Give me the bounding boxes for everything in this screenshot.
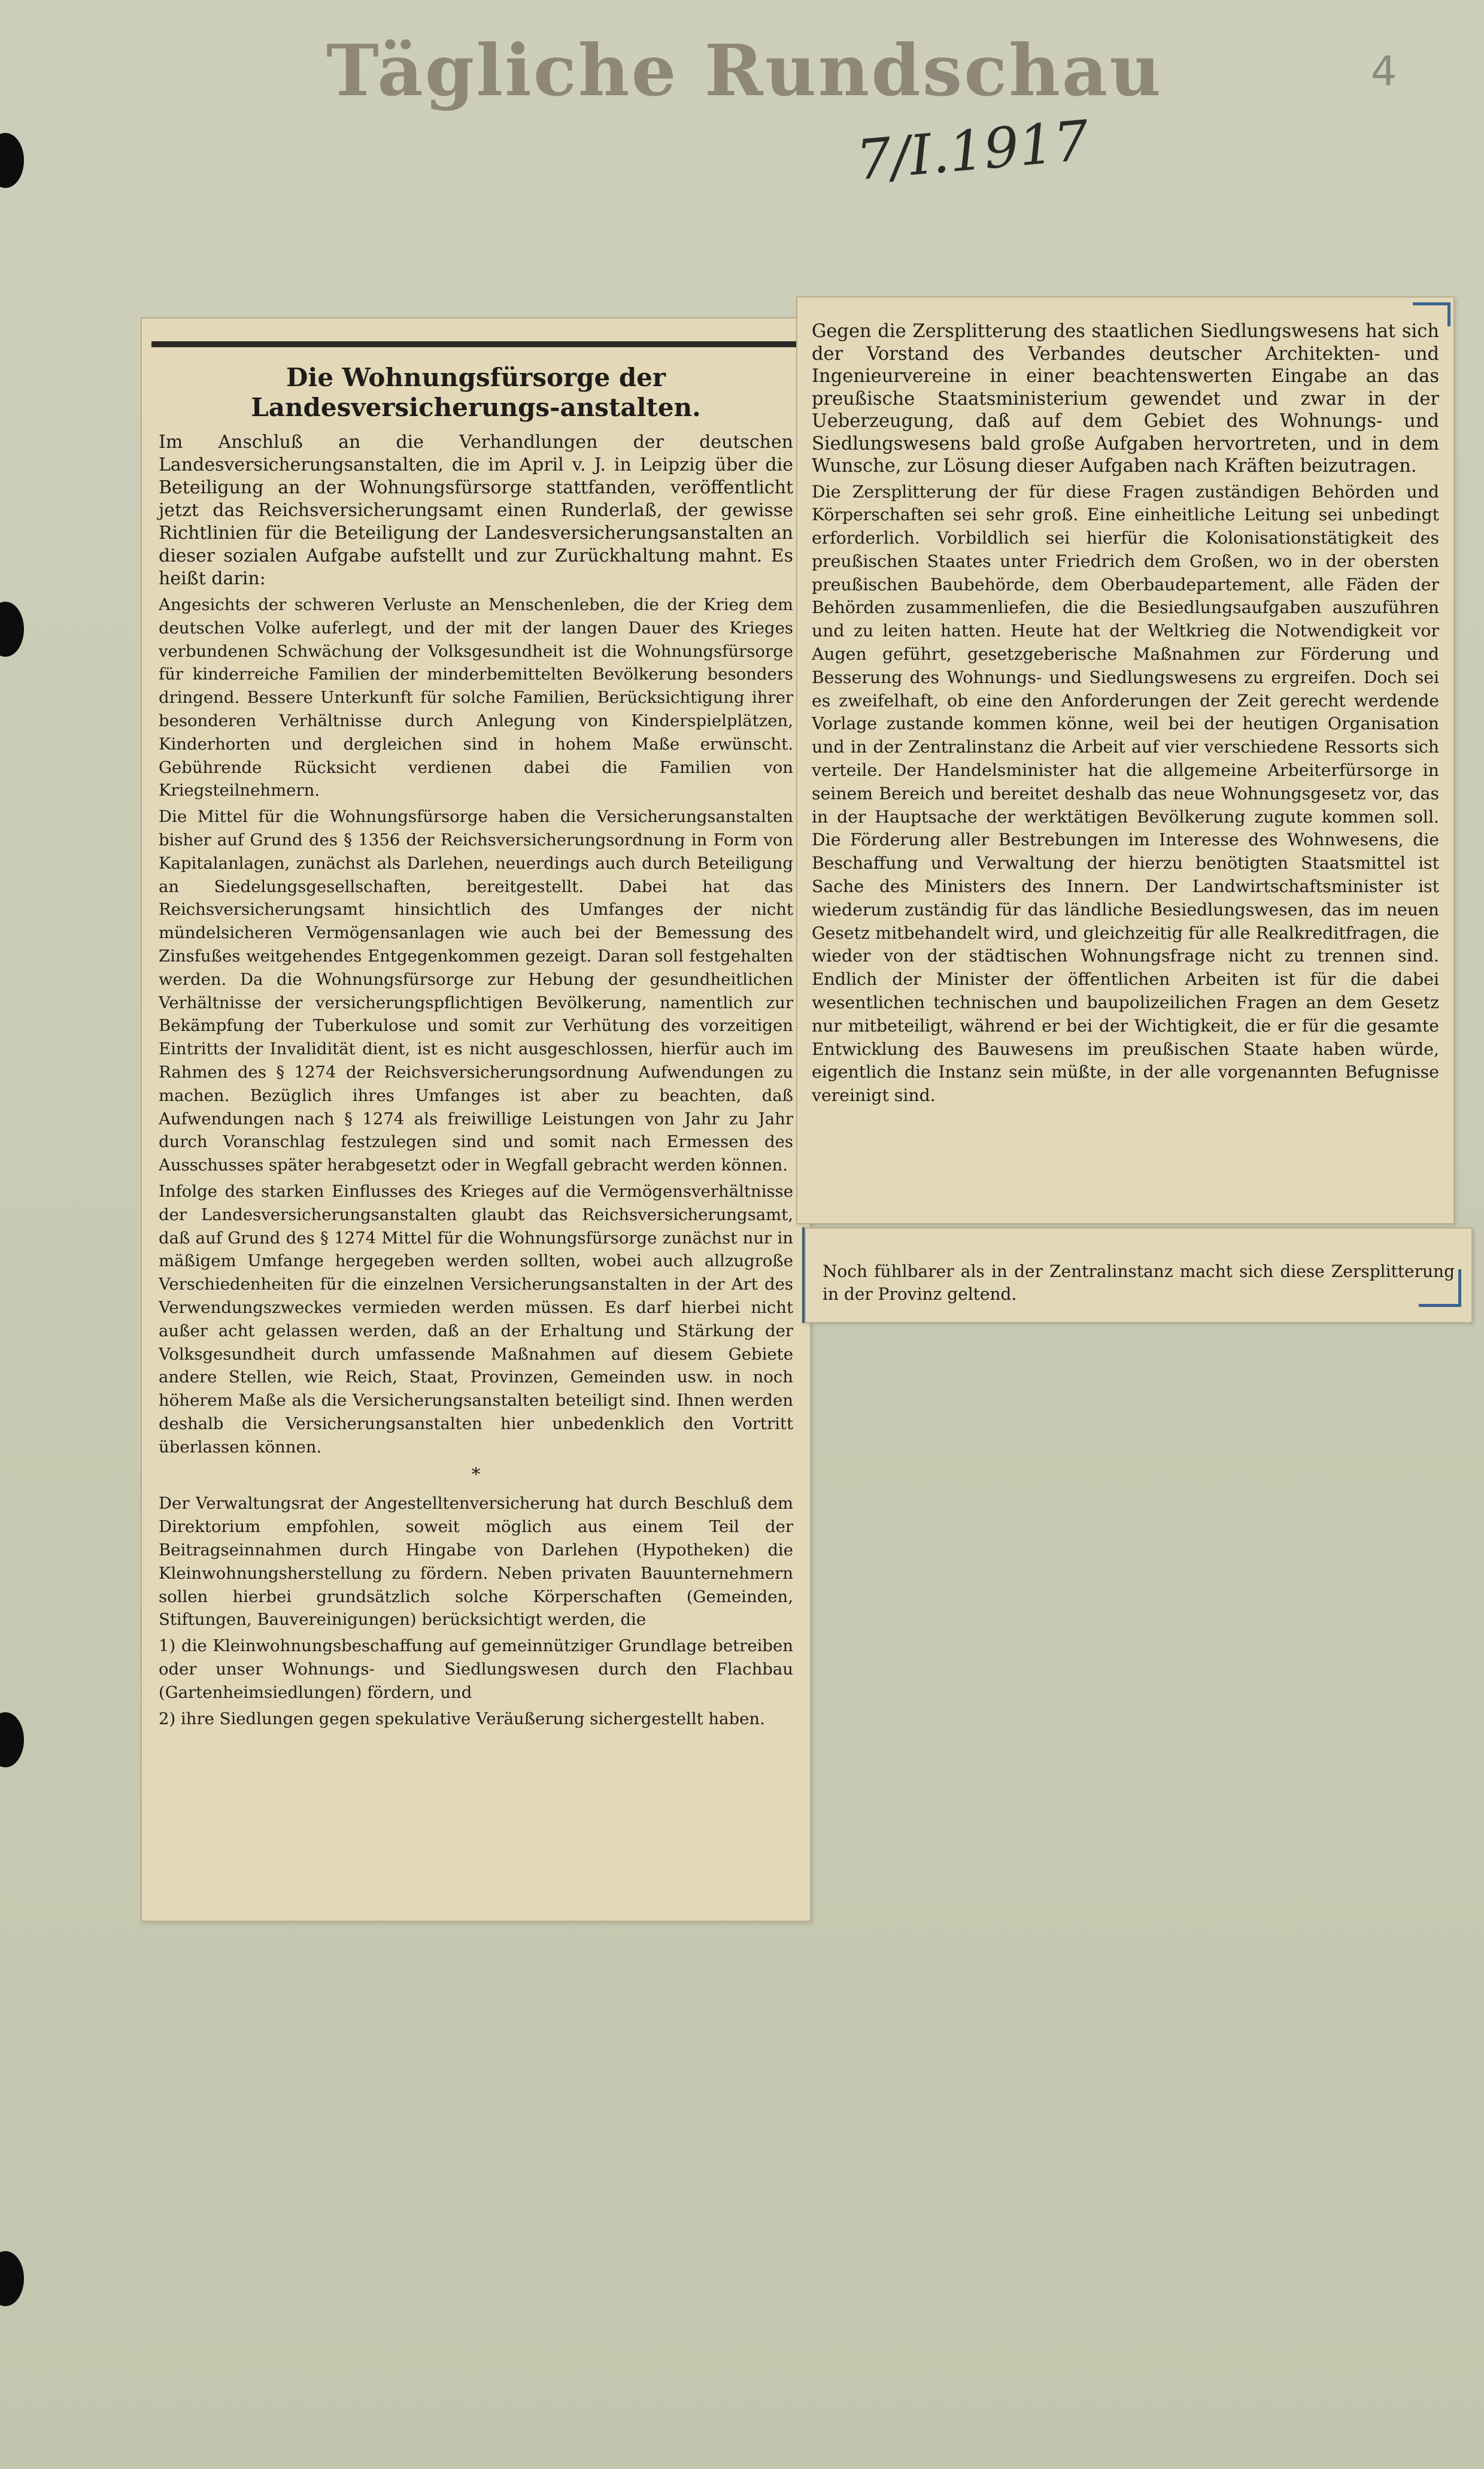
section-separator: * [471, 1464, 481, 1486]
blue-pencil-mark [1419, 1304, 1461, 1307]
blue-pencil-mark [1458, 1269, 1461, 1307]
article-paragraph: Die Mittel für die Wohnungsfürsorge haben die Versicherungsanstalten bisher auf Grund des § 1356 der Reichsversicherungsordnung in Form von Kapitalanlagen, zunächst als Darlehen, neuerdings auch durch Beteiligung an Siedelungsgesellschaften, bereitgestellt. Dabei hat das Reichsversicherungsamt hinsichtlich des Umfanges der nicht mündelsicheren Vermögensanlagen wie auch bei der Bemessung des Zinsfußes weitgehendes Entgegenkommen gezeigt. Daran soll festgehalten werden. Da die Wohnungsfürsorge zur Hebung der gesundheitlichen Verhältnisse der versicherungspflichtigen Bevölkerung, namentlich zur Bekämpfung der Tuberkulose und somit zur Verhütung des vorzeitigen Eintritts der Invalidität dient, ist es nicht ausgeschlossen, hierfür auch im Rahmen des § 1274 der Reichsversicherungsordnung Aufwendungen zu machen. Bezüglich ihres Umfanges ist aber zu beachten, daß Aufwendungen nach § 1274 als freiwillige Leistungen von Jahr zu Jahr durch Voranschlag festzulegen sind und somit nach Ermessen des Ausschusses später herabgesetzt oder in Wegfall gebracht werden können. [159, 807, 793, 1175]
page-number: 4 [1371, 48, 1397, 95]
fragment-clipping [802, 1227, 1473, 1323]
article-lead: Gegen die Zersplitterung des staatlichen Siedlungswesens hat sich der Vorstand des Verbandes deutscher Architekten- und Ingenieurvereine in einer beachtenswerten Eingabe an das preußische Staatsministerium gewendet und zwar in der Ueberzeugung, daß auf dem Gebiet des Wohnungs- und Siedlungswesens bald große Aufgaben hervortreten, und in dem Wunsche, zur Lösung dieser Aufgaben nach Kräften beizutragen. [812, 321, 1439, 477]
right-article-clipping [796, 296, 1455, 1224]
top-rule [151, 341, 800, 347]
article-paragraph: Angesichts der schweren Verluste an Menschenleben, die der Krieg dem deutschen Volke auferlegt, und der mit der langen Dauer des Krieges verbundenen Schwächung der Volksgesundheit ist die Wohnungsfürsorge für kinderreiche Familien der minderbemittelten Bevölkerung besonders dringend. Bessere Unterkunft für solche Familien, Berücksichtigung ihrer besonderen Verhältnisse durch Anlegung von Kinderspielplätzen, Kinderhorten und dergleichen sind in hohem Maße erwünscht. Gebührende Rücksicht verdienen dabei die Familien von Kriegsteilnehmern. [159, 595, 793, 800]
article-headline: Die Wohnungsfürsorge der Landesversicherungs-anstalten. [251, 363, 701, 422]
article-paragraph: Der Verwaltungsrat der Angestelltenversicherung hat durch Beschluß dem Direktorium empfohlen, soweit möglich aus einem Teil der Beitragseinnahmen durch Hingabe von Darlehen (Hypotheken) die Kleinwohnungsherstellung zu fördern. Neben privaten Bauunternehmern sollen hierbei grundsätzlich solche Körperschaften (Gemeinden, Stiftungen, Bauvereinigungen) berücksichtigt werden, die [159, 1494, 793, 1630]
blue-pencil-mark [1413, 302, 1449, 305]
article-list-item: 1) die Kleinwohnungsbeschaffung auf gemeinnütziger Grundlage betreiben oder unser Wohnungs- und Siedlungswesen durch den Flachbau (Gartenheimsiedlungen) fördern, und [159, 1636, 793, 1702]
article-list-item: 2) ihre Siedlungen gegen spekulative Veräußerung sichergestellt haben. [159, 1709, 765, 1728]
article-lead: Im Anschluß an die Verhandlungen der deutschen Landesversicherungsanstalten, die im April v. J. in Leipzig über die Beteiligung an der Wohnungsfürsorge stattfanden, veröffentlicht jetzt das Reichsversicherungsamt einen Runderlaß, der gewisse Richtlinien für die Beteiligung der Landesversicherungsanstalten an dieser sozialen Aufgabe aufstellt und zur Zurückhaltung mahnt. Es heißt darin: [159, 432, 793, 589]
left-article-clipping [141, 317, 811, 1922]
article-paragraph: Infolge des starken Einflusses des Krieges auf die Vermögensverhältnisse der Landesversicherungsanstalten glaubt das Reichsversicherungsamt, daß auf Grund des § 1274 Mittel für die Wohnungsfürsorge zunächst nur in mäßigem Umfange hergegeben werden sollten, wobei auch allzugroße Verschiedenheiten für die einzelnen Versicherungsanstalten in der Art des Verwendungszweckes vermieden werden müssen. Es darf hierbei nicht außer acht gelassen werden, daß an der Erhaltung und Stärkung der Volksgesundheit durch umfassende Maßnahmen auf diesem Gebiete andere Stellen, wie Reich, Staat, Provinzen, Gemeinden usw. in noch höherem Maße als die Versicherungsanstalten beteiligt sind. Ihnen werden deshalb die Versicherungsanstalten hier unbedenklich den Vortritt überlassen können. [159, 1181, 793, 1457]
punch-hole [0, 602, 24, 657]
newspaper-masthead: Tägliche Rundschau [326, 29, 1163, 112]
punch-hole [0, 133, 24, 188]
fragment-text: Noch fühlbarer als in der Zentralinstanz macht sich diese Zersplitterung in der Provinz geltend. [823, 1261, 1455, 1304]
punch-hole [0, 1712, 24, 1767]
punch-hole [0, 2251, 24, 2306]
blue-pencil-mark [1447, 302, 1450, 326]
article-paragraph: Die Zersplitterung der für diese Fragen zuständigen Behörden und Körperschaften sei sehr groß. Eine einheitliche Leitung sei unbedingt erforderlich. Vorbildlich sei hierfür die Kolonisationstätigkeit des preußischen Staates unter Friedrich dem Großen, wo in der obersten preußischen Baubehörde, dem Oberbaudepartement, alle Fäden der Behörden zusammenliefen, die die Besiedlungsaufgaben auszuführen und zu leiten hatten. Heute hat der Weltkrieg die Notwendigkeit vor Augen geführt, gesetzgeberische Maßnahmen zur Förderung und Besserung des Wohnungs- und Siedlungswesens zu ergreifen. Doch sei es zweifelhaft, ob eine den Anforderungen der Zeit gerecht werdende Vorlage zustande kommen könne, weil bei der heutigen Organisation und in der Zentralinstanz die Arbeit auf vier verschiedene Ressorts sich verteile. Der Handelsminister hat die allgemeine Arbeiterfürsorge in seinem Bereich und bereitet deshalb das neue Wohnungsgesetz vor, das in der Hauptsache der werktätigen Bevölkerung zugute kommen soll. Die Förderung aller Bestrebungen im Interesse des Wohnwesens, die Beschaffung und Verwaltung der hierzu benötigten Staatsmittel ist Sache des Ministers des Innern. Der Landwirtschaftsminister ist wiederum zuständig für das ländliche Besiedlungswesen, das im neuen Gesetz mitbehandelt wird, und gleichzeitig für alle Realkreditfragen, die wieder von der städtischen Wohnungsfrage nicht zu trennen sind. Endlich der Minister der öffentlichen Arbeiten ist für die dabei wesentlichen technischen und baupolizeilichen Fragen an dem Gesetz nur mitbeteiligt, während er bei der Wichtigkeit, die er für die gesamte Entwicklung des Bauwesens im preußischen Staate haben würde, eigentlich die Instanz sein müßte, in der alle vorgenannten Befugnisse vereinigt sind. [812, 481, 1439, 1106]
handwritten-date: 7/I.1917 [854, 108, 1092, 193]
